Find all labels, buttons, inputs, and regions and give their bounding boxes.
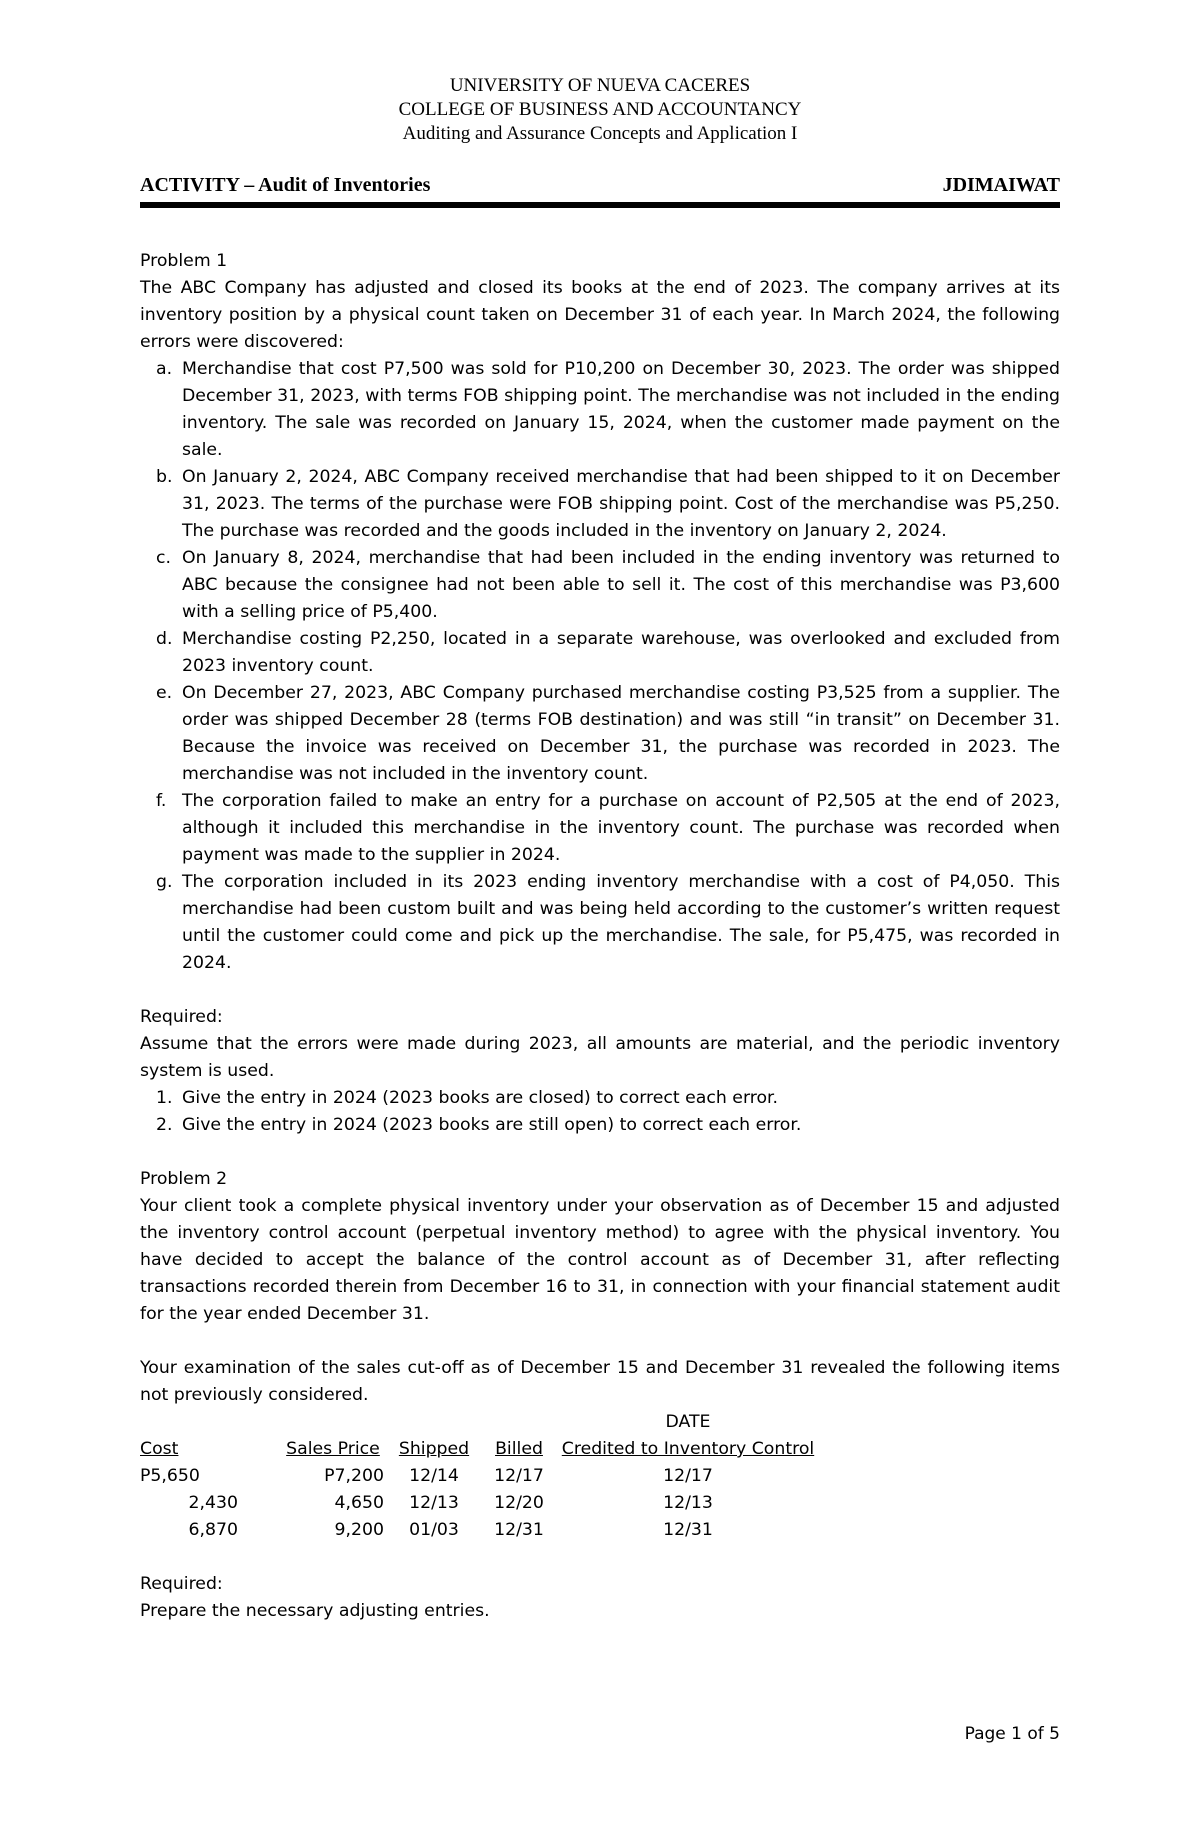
list-marker: d.: [156, 629, 173, 649]
problem2-paragraph-1: Your client took a complete physical inventory under your observation as of December 15 and adjusted the inventory control account (perpetual inventory method) to agree with the physical inventory. You have decided to accept the balance of the control account as of December 31, after reflecting transactions recorded therein from December 16 to 31, in connection with your financial statement audit for the year ended December 31.: [140, 1196, 1060, 1324]
page-number: Page 1 of 5: [964, 1724, 1060, 1744]
list-marker: 2.: [156, 1115, 173, 1135]
document-header: [140, 74, 1060, 146]
header-divider: [140, 202, 1060, 208]
table-row: [140, 1463, 822, 1490]
problem2-paragraph-2: Your examination of the sales cut-off as of December 15 and December 31 revealed the following items not previously considered.: [140, 1358, 1060, 1405]
problem2-title: Problem 2: [140, 1169, 228, 1189]
list-marker: e.: [156, 683, 173, 703]
table-cell: 6,870: [188, 1520, 238, 1540]
table-cell: 01/03: [409, 1520, 459, 1540]
table-cell: 12/20: [494, 1493, 544, 1513]
author-code: JDIMAIWAT: [942, 174, 1060, 196]
table-cell: 9,200: [334, 1520, 384, 1540]
sales-cutoff-table: [140, 1409, 822, 1544]
list-item-text: The corporation included in its 2023 ending inventory merchandise with a cost of P4,050. This merchandise had been custom built and was being held according to the customer’s written request until the customer could come and pick up the merchandise. The sale, for P5,475, was recorded in 2024.: [182, 872, 1060, 973]
list-item-text: On January 8, 2024, merchandise that had been included in the ending inventory was returned to ABC because the consignee had not been able to sell it. The cost of this merchandise was P3,600 with a selling price of P5,400.: [182, 548, 1060, 622]
table-cell: 12/17: [494, 1466, 544, 1486]
list-item-text: The corporation failed to make an entry for a purchase on account of P2,505 at the end of 2023, although it included this merchandise in the inventory count. The purchase was recorded when payment was made to the supplier in 2024.: [182, 791, 1060, 865]
column-header: Shipped: [398, 1439, 470, 1459]
activity-title: ACTIVITY – Audit of Inventories: [140, 174, 431, 196]
list-item-text: Give the entry in 2024 (2023 books are still open) to correct each error.: [182, 1115, 802, 1135]
table-cell: 12/31: [494, 1520, 544, 1540]
list-marker: f.: [156, 791, 167, 811]
table-cell: 12/17: [663, 1466, 713, 1486]
college-name: COLLEGE OF BUSINESS AND ACCOUNTANCY: [398, 99, 802, 120]
list-marker: c.: [156, 548, 171, 568]
table-row: [140, 1517, 822, 1544]
list-item-text: On December 27, 2023, ABC Company purchased merchandise costing P3,525 from a supplier. The order was shipped December 28 (terms FOB destination) and was still “in transit” on December 31. Because the invoice was received on December 31, the purchase was recorded in 2023. The merchandise was not included in the inventory count.: [182, 683, 1060, 784]
table-cell: 12/14: [409, 1466, 459, 1486]
problem1-required-list: [140, 1085, 1060, 1139]
problem1-errors-list: [140, 356, 1060, 977]
table-group-header-row: [140, 1409, 822, 1436]
problem1-required-text: Assume that the errors were made during 2023, all amounts are material, and the periodic inventory system is used.: [140, 1034, 1060, 1081]
list-marker: b.: [156, 467, 173, 487]
table-row: [140, 1490, 822, 1517]
table-cell: 12/31: [663, 1520, 713, 1540]
list-marker: 1.: [156, 1088, 173, 1108]
list-item-text: On January 2, 2024, ABC Company received merchandise that had been shipped to it on December 31, 2023. The terms of the purchase were FOB shipping point. Cost of the merchandise was P5,250. The purchase was recorded and the goods included in the inventory on January 2, 2024.: [182, 467, 1060, 541]
list-item: [156, 1085, 1060, 1112]
table-header-row: [140, 1436, 822, 1463]
list-item: [156, 545, 1060, 626]
list-item-text: Merchandise costing P2,250, located in a separate warehouse, was overlooked and excluded from 2023 inventory count.: [182, 629, 1060, 676]
list-item: [156, 869, 1060, 977]
list-marker: g.: [156, 872, 173, 892]
list-item: [156, 788, 1060, 869]
table-cell: 2,430: [188, 1493, 238, 1513]
university-name: UNIVERSITY OF NUEVA CACERES: [449, 75, 751, 96]
column-header: Billed: [495, 1439, 543, 1459]
table-cell: P5,650: [140, 1466, 200, 1486]
column-header: Credited to Inventory Control: [561, 1439, 815, 1459]
list-item-text: Merchandise that cost P7,500 was sold for P10,200 on December 30, 2023. The order was shipped December 31, 2023, with terms FOB shipping point. The merchandise was not included in the ending inventory. The sale was recorded on January 15, 2024, when the customer made payment on the sale.: [182, 359, 1060, 460]
problem1-required-label: Required:: [140, 1007, 223, 1027]
problem1-title: Problem 1: [140, 251, 228, 271]
list-item-text: Give the entry in 2024 (2023 books are closed) to correct each error.: [182, 1088, 779, 1108]
table-cell: P7,200: [324, 1466, 384, 1486]
list-marker: a.: [156, 359, 173, 379]
course-name: Auditing and Assurance Concepts and Application I: [402, 123, 798, 144]
list-item: [156, 680, 1060, 788]
problem2-required-label: Required:: [140, 1574, 223, 1594]
column-header: Sales Price: [286, 1439, 380, 1459]
table-cell: 4,650: [334, 1493, 384, 1513]
problem1-intro: The ABC Company has adjusted and closed its books at the end of 2023. The company arrives at its inventory position by a physical count taken on December 31 of each year. In March 2024, the following errors were discovered:: [140, 278, 1060, 352]
column-header: Cost: [140, 1439, 179, 1459]
list-item: [156, 464, 1060, 545]
problem2-required-text: Prepare the necessary adjusting entries.: [140, 1601, 490, 1621]
list-item: [156, 1112, 1060, 1139]
title-bar: [140, 172, 1060, 202]
date-group-header: DATE: [665, 1412, 711, 1432]
list-item: [156, 356, 1060, 464]
table-cell: 12/13: [663, 1493, 713, 1513]
list-item: [156, 626, 1060, 680]
table-cell: 12/13: [409, 1493, 459, 1513]
